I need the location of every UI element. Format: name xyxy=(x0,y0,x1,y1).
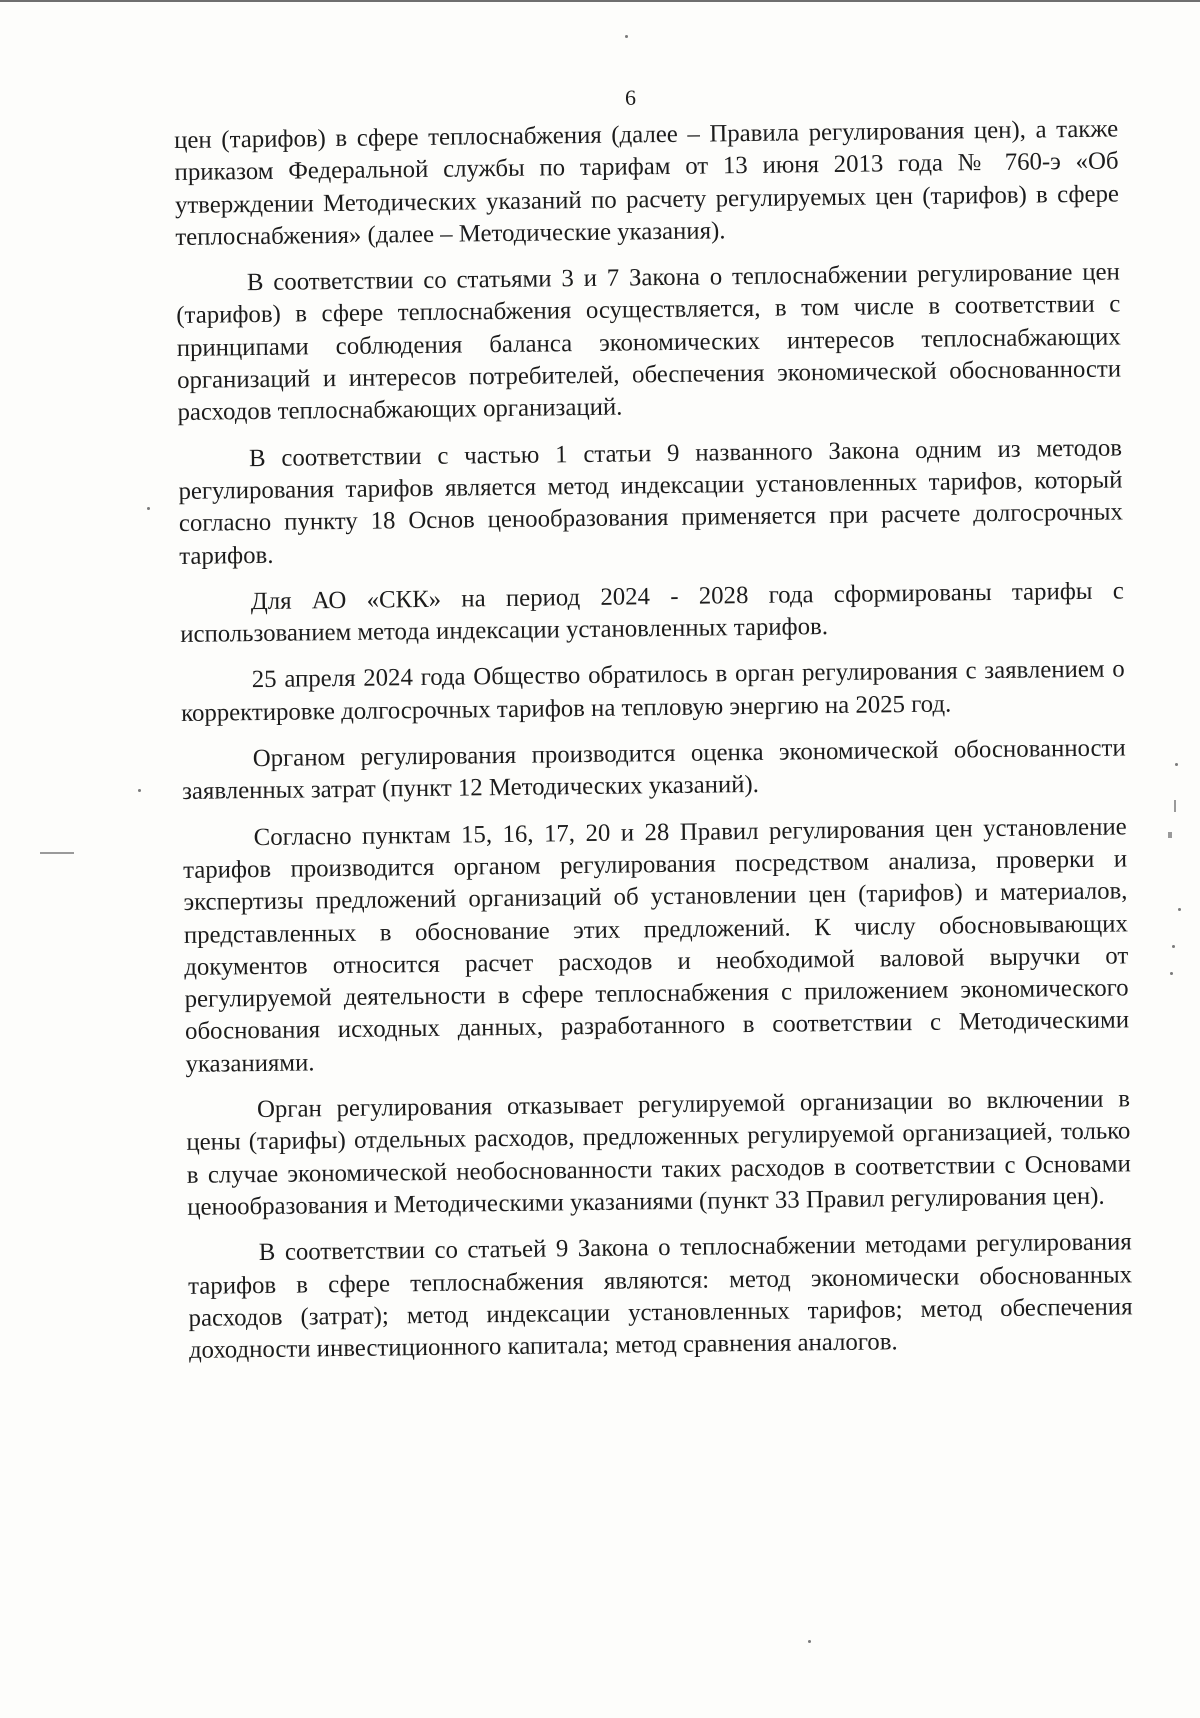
scan-speck xyxy=(138,789,141,792)
scan-speck xyxy=(808,1640,811,1643)
page-number: 6 xyxy=(625,85,636,110)
paragraph: В соответствии с частью 1 статьи 9 названного Закона одним из методов регулирования тарифов является метод индексации установленных тарифов, который согласно пункту 18 Основ ценообразования применяется при расчете долгосрочных тарифов. xyxy=(178,434,1123,570)
paragraph: Органом регулирования производится оценка экономической обоснованности заявленных затрат (пункт 12 Методических указаний). xyxy=(181,734,1126,806)
scan-speck xyxy=(625,35,628,38)
page-top-edge xyxy=(0,0,1200,2)
document-body xyxy=(174,113,1133,1381)
scan-speck xyxy=(1178,908,1181,911)
scan-speck xyxy=(1175,763,1178,766)
scan-mark xyxy=(1174,800,1176,812)
scan-speck xyxy=(1170,972,1173,975)
paragraph: В соответствии со статьей 9 Закона о теплоснабжении методами регулирования тарифов в сфере теплоснабжения являются: метод экономически обоснованных расходов (затрат); метод индексации установленных тарифов; метод обеспечения доходности инвестиционного капитала; метод сравнения аналогов. xyxy=(188,1228,1133,1365)
scan-speck xyxy=(1172,945,1175,948)
paragraph: Для АО «СКК» на период 2024 - 2028 года сформированы тарифы с использованием метода индексации установленных тарифов. xyxy=(180,577,1124,649)
paragraph: В соответствии со статьями 3 и 7 Закона о теплоснабжении регулирование цен (тарифов) в сфере теплоснабжения осуществляется, в том числе в соответствии с принципами соблюдения баланса экономических интересов теплоснабжающих организаций и интересов потребителей, обеспечения экономической обоснованности расходов теплоснабжающих организаций. xyxy=(176,258,1122,427)
paragraph: цен (тарифов) в сфере теплоснабжения (далее – Правила регулирования цен), а также приказом Федеральной службы по тарифам от 13 июня 2013 года № 760-э «Об утверждении Методических указаний по расчету регулируемых цен (тарифов) в сфере теплоснабжения» (далее – Методические указания). xyxy=(174,115,1120,251)
paragraph: Орган регулирования отказывает регулируемой организации во включении в цены (тарифы) отдельных расходов, предложенных регулируемой организацией, только в случае экономической необоснованности таких расходов в соответствии с Основами ценообразования и Методическими указаниями (пункт 33 Правил регулирования цен). xyxy=(186,1085,1131,1221)
paragraph: Согласно пунктам 15, 16, 17, 20 и 28 Правил регулирования цен установление тарифов производится органом регулирования посредством анализа, проверки и экспертизы предложений организаций об установлении цен (тарифов) и материалов, представленных в обоснование этих предложений. К числу обосновывающих документов относится расчет расходов и необходимой валовой выручки от регулируемой деятельности в сфере теплоснабжения с приложением экономического обоснования исходных данных, разработанного в соответствии с Методическими указаниями. xyxy=(182,813,1130,1078)
scan-speck xyxy=(147,507,150,510)
scan-mark xyxy=(40,852,74,854)
scan-mark xyxy=(1168,832,1172,838)
paragraph: 25 апреля 2024 года Общество обратилось в орган регулирования с заявлением о корректировке долгосрочных тарифов на тепловую энергию на 2025 год. xyxy=(181,655,1125,727)
